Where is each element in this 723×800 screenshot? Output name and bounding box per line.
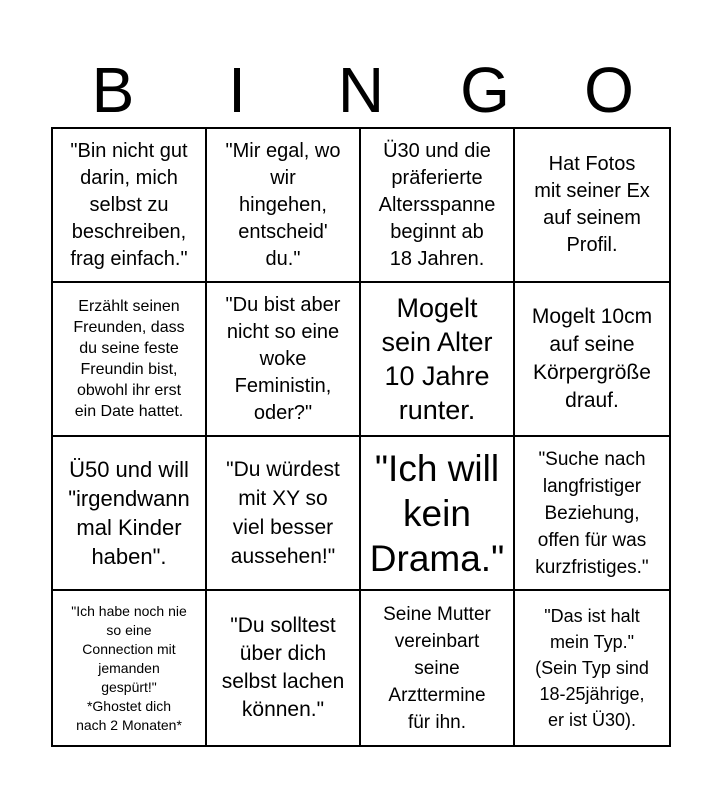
cell-text: "Suche nach langfristiger Beziehung, offen für was kurzfristiges." xyxy=(535,448,649,578)
bingo-cell[interactable] xyxy=(207,283,361,437)
header-letter-b: B xyxy=(91,54,135,126)
bingo-cell[interactable] xyxy=(361,129,515,283)
bingo-cell[interactable] xyxy=(361,283,515,437)
header-letter-i: I xyxy=(228,54,246,126)
bingo-cell[interactable] xyxy=(207,129,361,283)
cell-text: "Du bist aber nicht so eine woke Feministin, oder?" xyxy=(225,293,341,424)
cell-text: Seine Mutter vereinbart seine Arzttermine für ihn. xyxy=(383,603,491,733)
cell-text: "Bin nicht gut darin, mich selbst zu beschreiben, frag einfach." xyxy=(70,139,188,270)
bingo-cell[interactable] xyxy=(361,437,515,591)
bingo-cell[interactable] xyxy=(361,591,515,745)
cell-text: Mogelt sein Alter 10 Jahre runter. xyxy=(381,293,493,425)
bingo-cell[interactable] xyxy=(515,437,669,591)
cell-text: "Ich habe noch nie so eine Connection mit jemanden gespürt!" *Ghostet dich nach 2 Monaten* xyxy=(71,602,187,733)
bingo-cell[interactable] xyxy=(53,591,207,745)
bingo-grid xyxy=(51,127,671,747)
header-letter-g: G xyxy=(460,54,510,126)
header-letter-o: O xyxy=(584,54,634,126)
bingo-cell[interactable] xyxy=(53,283,207,437)
cell-text: "Du würdest mit XY so viel besser aussehen!" xyxy=(226,458,340,568)
cell-text: Hat Fotos mit seiner Ex auf seinem Profil. xyxy=(534,153,650,256)
cell-text: Ü30 und die präferierte Altersspanne beginnt ab 18 Jahren. xyxy=(378,139,496,270)
cell-text: "Du solltest über dich selbst lachen können." xyxy=(221,614,345,721)
cell-text: Erzählt seinen Freunden, dass du seine feste Freundin bist, obwohl ihr erst ein Date hattet. xyxy=(73,298,185,420)
bingo-header xyxy=(51,52,671,128)
bingo-cell[interactable] xyxy=(53,437,207,591)
cell-text: Ü50 und will "irgendwann mal Kinder haben". xyxy=(68,457,190,569)
bingo-cell[interactable] xyxy=(515,591,669,745)
cell-text: Mogelt 10cm auf seine Körpergröße drauf. xyxy=(531,305,653,412)
bingo-cell[interactable] xyxy=(53,129,207,283)
bingo-cell[interactable] xyxy=(207,437,361,591)
header-letter-n: N xyxy=(337,54,385,126)
bingo-cell[interactable] xyxy=(515,283,669,437)
cell-text: "Ich will kein Drama." xyxy=(369,447,505,579)
bingo-cell[interactable] xyxy=(515,129,669,283)
bingo-cell[interactable] xyxy=(207,591,361,745)
cell-text: "Das ist halt mein Typ." (Sein Typ sind 18-25jährige, er ist Ü30). xyxy=(535,606,649,730)
cell-text: "Mir egal, wo wir hingehen, entscheid' du." xyxy=(225,139,341,270)
